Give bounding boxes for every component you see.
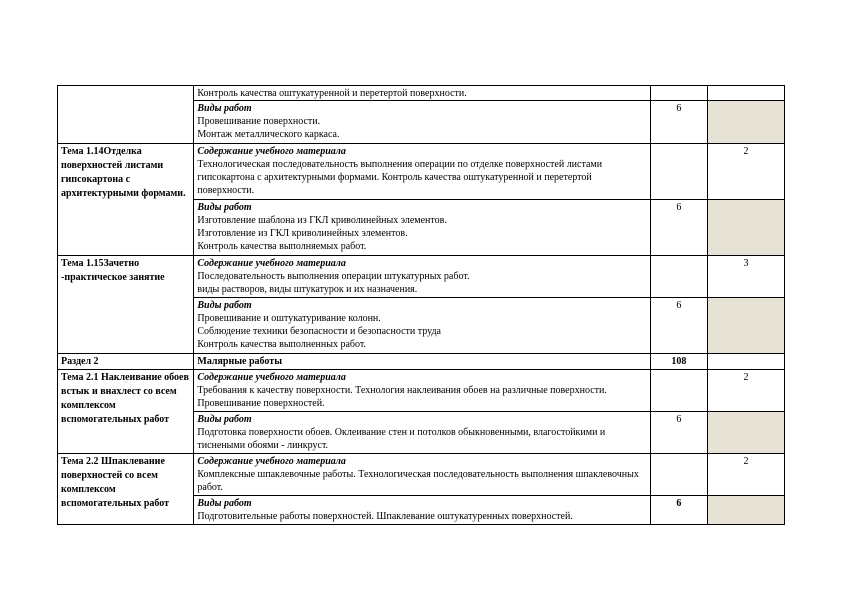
content-cell: [194, 454, 650, 496]
hours-cell: 6: [650, 412, 707, 454]
section-name: Малярные работы: [194, 354, 650, 370]
works-line: Изготовление шаблона из ГКЛ криволинейных элементов.: [197, 215, 447, 226]
works-line: Провешивание поверхности.: [197, 116, 321, 127]
content-text: Комплексные шпаклевочные работы. Технологическая последовательность выполнения шпаклевочных работ.: [197, 469, 639, 493]
content-text: Технологическая последовательность выполнения операции по отделке поверхностей листами гипсокартона с архитектурными формами. Контроль качества оштукатуренной и перетертой поверхности.: [197, 159, 603, 196]
works-cell: [194, 412, 650, 454]
content-line: Последовательность выполнения операции штукатурных работ.: [197, 271, 470, 282]
works-line: Контроль качества выполняемых работ.: [197, 241, 367, 252]
content-text: Требования к качеству поверхности. Технология наклеивания обоев на различные поверхности. Провешивание поверхностей.: [197, 385, 607, 409]
section-hours: 108: [650, 354, 707, 370]
content-label: Содержание учебного материала: [197, 456, 346, 467]
section-title: Раздел 2: [58, 354, 194, 370]
works-line: Монтаж металлического каркаса.: [197, 129, 340, 140]
level-cell-shaded: [708, 200, 785, 256]
works-cell: [194, 101, 650, 144]
topic-cell: Тема 2.2 Шпаклевание поверхностей со всем комплексом вспомогательных работ: [58, 454, 194, 525]
table-row: [58, 86, 785, 101]
topic-cell: Тема 1.14Отделка поверхностей листами гипсокартона с архитектурными формами.: [58, 144, 194, 256]
level-cell: 3: [708, 256, 785, 298]
content-label: Содержание учебного материала: [197, 372, 346, 383]
hours-cell: [650, 86, 707, 101]
works-line: Соблюдение техники безопасности и безопасности труда: [197, 326, 441, 337]
level-cell: [708, 354, 785, 370]
table-row: [58, 454, 785, 496]
works-label: Виды работ: [197, 498, 252, 509]
content-label: Содержание учебного материала: [197, 146, 346, 157]
works-cell: [194, 496, 650, 525]
content-cell: [194, 256, 650, 298]
hours-cell: [650, 454, 707, 496]
works-text: Подготовка поверхности обоев. Оклеивание стен и потолков обыкновенными, влагостойкими и тиснеными обоями - линкруст.: [197, 427, 606, 451]
works-cell: [194, 200, 650, 256]
topic-cell: Тема 2.1 Наклеивание обоев встык и внахлест со всем комплексом вспомогательных работ: [58, 370, 194, 454]
hours-cell: [650, 144, 707, 200]
table-row: [58, 256, 785, 298]
content-line: виды растворов, виды штукатурок и их назначения.: [197, 284, 418, 295]
hours-cell: [650, 370, 707, 412]
level-cell-shaded: [708, 298, 785, 354]
level-cell-shaded: [708, 101, 785, 144]
hours-cell: 6: [650, 496, 707, 525]
curriculum-table: [57, 85, 785, 525]
level-cell: 2: [708, 144, 785, 200]
content-cell: [194, 370, 650, 412]
works-line: Контроль качества выполненных работ.: [197, 339, 366, 350]
hours-cell: [650, 256, 707, 298]
hours-cell: 6: [650, 101, 707, 144]
level-cell: 2: [708, 454, 785, 496]
works-label: Виды работ: [197, 103, 252, 114]
content-cell: [194, 144, 650, 200]
works-line: Изготовление из ГКЛ криволинейных элементов.: [197, 228, 408, 239]
table-row: [58, 370, 785, 412]
empty-topic-cell: [58, 86, 194, 144]
works-text: Подготовительные работы поверхностей. Шпаклевание оштукатуренных поверхностей.: [197, 511, 573, 522]
level-cell: 2: [708, 370, 785, 412]
works-cell: [194, 298, 650, 354]
hours-cell: 6: [650, 298, 707, 354]
section-row: [58, 354, 785, 370]
hours-cell: 6: [650, 200, 707, 256]
level-cell: [708, 86, 785, 101]
table-row: [58, 144, 785, 200]
works-label: Виды работ: [197, 414, 252, 425]
content-label: Содержание учебного материала: [197, 258, 346, 269]
works-label: Виды работ: [197, 202, 252, 213]
works-label: Виды работ: [197, 300, 252, 311]
topic-cell: Тема 1.15Зачетно -практическое занятие: [58, 256, 194, 354]
level-cell-shaded: [708, 496, 785, 525]
works-line: Провешивание и оштукатуривание колонн.: [197, 313, 381, 324]
level-cell-shaded: [708, 412, 785, 454]
content-cell: Контроль качества оштукатуренной и перетертой поверхности.: [194, 86, 650, 101]
